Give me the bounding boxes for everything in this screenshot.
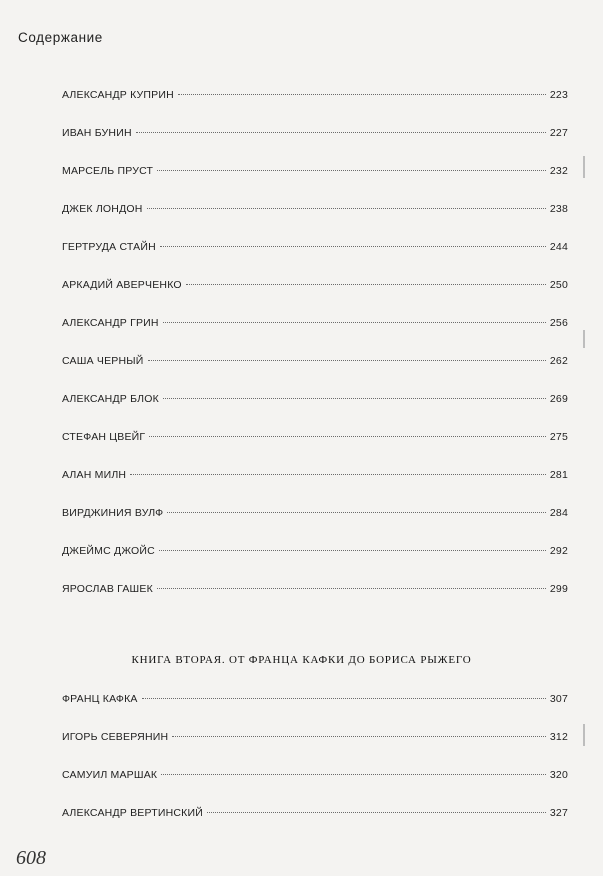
toc-entry-author: АЛЕКСАНДР ВЕРТИНСКИЙ xyxy=(62,807,203,819)
toc-entry-page: 250 xyxy=(549,279,568,291)
toc-entry-page: 284 xyxy=(549,507,568,519)
page-edge-mark xyxy=(583,724,585,746)
toc-entry-page: 262 xyxy=(549,355,568,367)
toc-entry-author: ВИРДЖИНИЯ ВУЛФ xyxy=(62,507,164,519)
toc-entry-page: 320 xyxy=(549,769,568,781)
dot-leader xyxy=(178,93,546,95)
dot-leader xyxy=(149,435,546,437)
toc-entry-author: ДЖЕЙМС ДЖОЙС xyxy=(62,545,155,557)
dot-leader xyxy=(130,473,546,475)
dot-leader xyxy=(172,735,546,737)
toc-entry-author: АЛАН МИЛН xyxy=(62,469,127,481)
toc-entry-author: АЛЕКСАНДР ГРИН xyxy=(62,317,159,329)
toc-entry-page: 223 xyxy=(549,89,568,101)
toc-entry xyxy=(62,469,568,485)
section-heading: КНИГА ВТОРАЯ. ОТ ФРАНЦА КАФКИ ДО БОРИСА РЫЖЕГО xyxy=(131,654,472,666)
toc-entry-author: ДЖЕК ЛОНДОН xyxy=(62,203,143,215)
toc-entry xyxy=(62,355,568,371)
dot-leader xyxy=(163,397,546,399)
page-header-title: Содержание xyxy=(18,30,103,45)
toc-entry-page: 238 xyxy=(549,203,568,215)
toc-entry-page: 269 xyxy=(549,393,568,405)
dot-leader xyxy=(157,169,546,171)
page-edge-mark xyxy=(583,330,585,348)
dot-leader xyxy=(161,773,546,775)
toc-entry-page: 244 xyxy=(549,241,568,253)
toc-entry xyxy=(62,507,568,523)
dot-leader xyxy=(186,283,546,285)
toc-entry-author: ФРАНЦ КАФКА xyxy=(62,693,138,705)
toc-entry xyxy=(62,545,568,561)
dot-leader xyxy=(207,811,546,813)
toc-entry xyxy=(62,393,568,409)
toc-entry xyxy=(62,165,568,181)
toc-entry-page: 299 xyxy=(549,583,568,595)
toc-entry xyxy=(62,583,568,599)
toc-entry-author: САША ЧЕРНЫЙ xyxy=(62,355,144,367)
dot-leader xyxy=(157,587,546,589)
dot-leader xyxy=(142,697,546,699)
toc-entry-page: 281 xyxy=(549,469,568,481)
toc-entry-author: МАРСЕЛЬ ПРУСТ xyxy=(62,165,154,177)
toc-entry-author: СТЕФАН ЦВЕЙГ xyxy=(62,431,146,443)
toc-entry-page: 307 xyxy=(549,693,568,705)
toc-entry xyxy=(62,89,568,105)
dot-leader xyxy=(148,359,546,361)
page-number: 608 xyxy=(16,847,46,869)
dot-leader xyxy=(136,131,546,133)
toc-entry-author: АЛЕКСАНДР БЛОК xyxy=(62,393,159,405)
toc-entry xyxy=(62,431,568,447)
dot-leader xyxy=(160,245,546,247)
toc-entry-page: 256 xyxy=(549,317,568,329)
toc-entry-page: 327 xyxy=(549,807,568,819)
toc-entry-page: 312 xyxy=(549,731,568,743)
toc-entry-author: ЯРОСЛАВ ГАШЕК xyxy=(62,583,153,595)
toc-entry-author: АРКАДИЙ АВЕРЧЕНКО xyxy=(62,279,182,291)
toc-entry xyxy=(62,693,568,709)
toc-entry xyxy=(62,241,568,257)
toc-entry-author: САМУИЛ МАРШАК xyxy=(62,769,158,781)
toc-entry xyxy=(62,279,568,295)
dot-leader xyxy=(163,321,546,323)
toc-entry-author: АЛЕКСАНДР КУПРИН xyxy=(62,89,174,101)
page-edge-mark xyxy=(583,156,585,178)
toc-entry-page: 292 xyxy=(549,545,568,557)
toc-entry xyxy=(62,203,568,219)
toc-entry-author: ИГОРЬ СЕВЕРЯНИН xyxy=(62,731,169,743)
dot-leader xyxy=(147,207,546,209)
toc-entry-page: 232 xyxy=(549,165,568,177)
toc-entry-author: ИВАН БУНИН xyxy=(62,127,132,139)
toc-entry xyxy=(62,807,568,823)
toc-entry xyxy=(62,769,568,785)
toc-entry-page: 275 xyxy=(549,431,568,443)
toc-entry xyxy=(62,127,568,143)
dot-leader xyxy=(167,511,546,513)
toc-entry-page: 227 xyxy=(549,127,568,139)
toc-entry-author: ГЕРТРУДА СТАЙН xyxy=(62,241,156,253)
toc-entry xyxy=(62,317,568,333)
toc-entry xyxy=(62,731,568,747)
dot-leader xyxy=(159,549,546,551)
